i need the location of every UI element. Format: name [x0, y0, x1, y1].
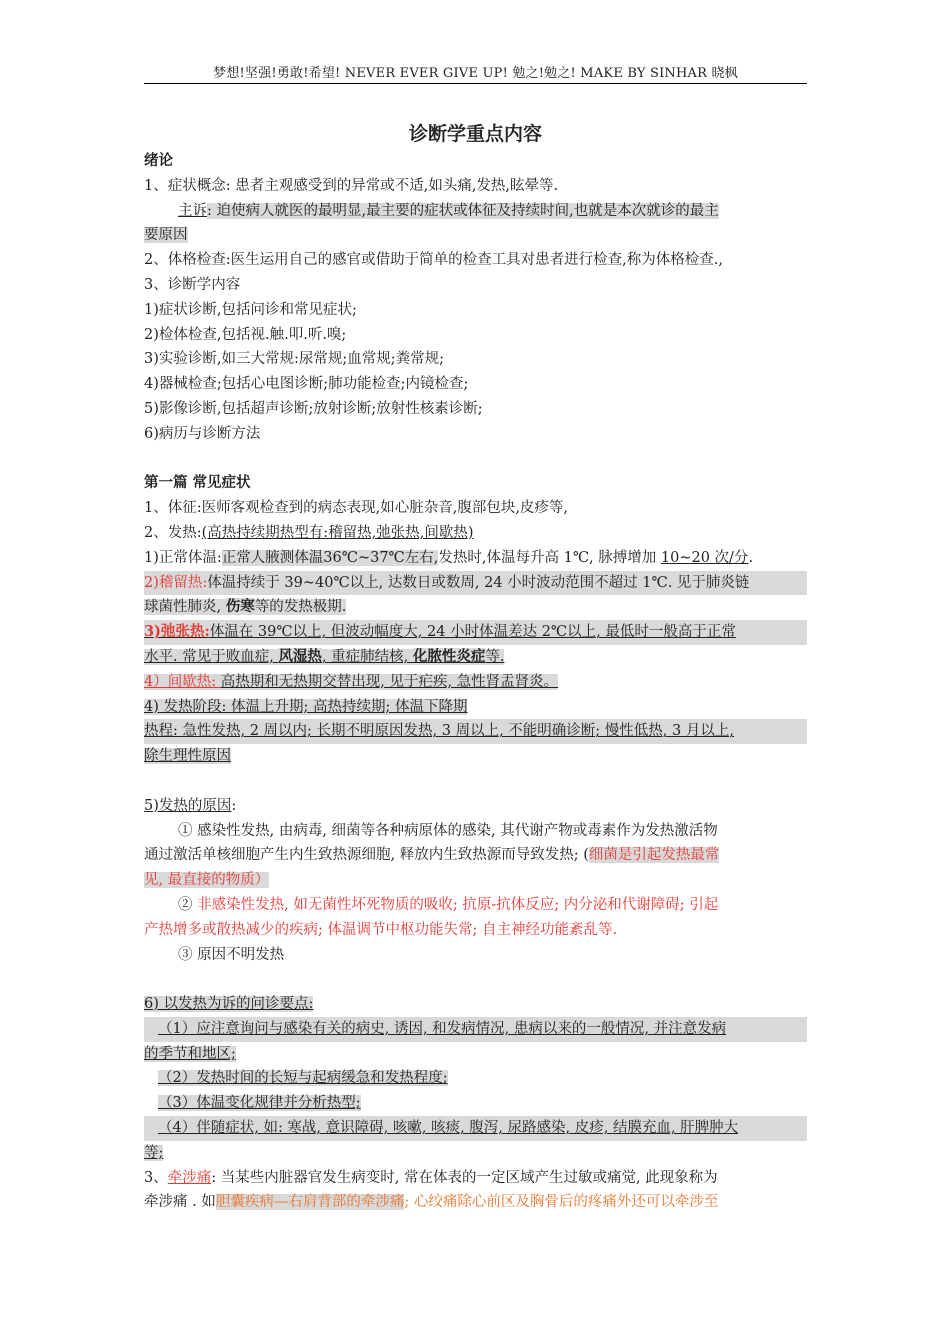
underlined-text: 5)发热的原因 [144, 797, 232, 814]
paragraph: 产热增多或散热减少的疾病; 体温调节中枢功能失常; 自主神经功能紊乱等. [144, 921, 618, 938]
text: : 当某些内脏器官发生病变时, 常在体表的一定区域产生过敏或痛觉, 此现象称为 [211, 1169, 718, 1186]
paragraph: 1、体征:医师客观检查到的病态表现,如心脏杂音,腹部包块,皮疹等, [144, 500, 569, 517]
highlighted-text: 等的发热极期. [254, 599, 347, 616]
text: . [748, 549, 754, 566]
highlighted-text: 水平. 常见于败血症, [144, 648, 279, 665]
text: 3、 [144, 1169, 168, 1186]
highlighted-orange-text: 胆囊疾病—右肩背部的牵涉痛 [215, 1194, 405, 1211]
highlighted-text: （2）发热时间的长短与起病缓急和发热程度; [158, 1070, 448, 1087]
list-item: （1）应注意询问与感染有关的病史, 诱因, 和发病情况, 患病以来的一般情况, 并注意发病 [144, 1017, 807, 1042]
paragraph [144, 223, 807, 248]
highlighted-text: 除生理性原因 [144, 748, 231, 765]
text: 体温持续于 39~40℃以上, 达数日或数周, 24 小时波动范围不超过 1℃. 见于肺炎链 [207, 574, 750, 591]
term-jiliu: 2)稽留热: [144, 574, 208, 591]
paragraph [144, 695, 807, 720]
highlighted-text: （3）体温变化规律并分析热型; [158, 1095, 361, 1112]
document-page [144, 62, 807, 1215]
subheading-cause [144, 794, 807, 819]
paragraph-qianshetong [144, 1166, 807, 1191]
term-chizhang: 3)弛张热: [144, 623, 210, 641]
paragraph: 1、症状概念: 患者主观感受到的异常或不适,如头痛,发热,眩晕等. [144, 177, 559, 194]
list-item [144, 1042, 807, 1067]
paragraph: 热程: 急性发热, 2 周以内; 长期不明原因发热, 3 周以上, 不能明确诊断; 慢性低热, 3 月以上, [144, 719, 807, 744]
paragraph [144, 843, 807, 868]
section-heading-intro: 绪论 [144, 152, 173, 169]
spacer [144, 447, 807, 472]
text: 体温在 39℃以上, 但波动幅度大, 24 小时体温差达 2℃以上, 最低时一般高于正常 [209, 624, 736, 641]
paragraph [144, 744, 807, 769]
highlighted-text: , 重症肺结核, [321, 648, 413, 665]
orange-text: ; 心绞痛除心前区及胸骨后的疼痛外还可以牵涉至 [404, 1194, 719, 1211]
paragraph [144, 893, 807, 918]
underlined-text: (高热持续期热型有:稽留热,弛张热,间歇热) [201, 524, 474, 541]
paragraph [144, 546, 807, 571]
underlined-text: 10~20 次/分 [660, 549, 749, 566]
highlighted-red-text: 细菌是引起发热最常 [588, 847, 720, 864]
paragraph: 2、体格检查:医生运用自己的感官或借助于简单的检查工具对患者进行检查,称为体格检查., [144, 252, 723, 269]
highlighted-text: 正常人腋测体温36℃~37℃左右, [221, 549, 439, 566]
subheading-inquiry [144, 992, 807, 1017]
highlighted-text: 等; [144, 1144, 164, 1161]
text: : [231, 797, 237, 814]
paragraph-zhusu [144, 199, 807, 224]
section-heading-part1: 第一篇 常见症状 [144, 474, 251, 492]
term-zhusu: 主诉 [178, 202, 207, 219]
paragraph-chizhang [144, 620, 807, 645]
term-qianshetong: 牵涉痛 [167, 1169, 212, 1186]
text: 1)正常体温: [144, 549, 222, 566]
paragraph [144, 595, 807, 620]
paragraph: ① 感染性发热, 由病毒, 细菌等各种病原体的感染, 其代谢产物或毒素作为发热激活物 [178, 822, 718, 839]
highlighted-text: 的季节和地区; [144, 1045, 236, 1062]
highlighted-text: 4) 发热阶段: 体温上升期; 高热持续期; 体温下降期 [144, 698, 468, 715]
text: 牵涉痛 . 如 [144, 1194, 216, 1211]
highlighted-bold-text: 伤寒 [225, 598, 255, 616]
spacer [144, 769, 807, 794]
list-item: 4)器械检查;包括心电图诊断;肺功能检查;内镜检查; [144, 376, 469, 393]
list-item: （4）伴随症状, 如: 寒战, 意识障碍, 咳嗽, 咳痰, 腹泻, 尿路感染, 皮疹, 结膜充血, 肝脾肿大 [144, 1116, 807, 1141]
highlighted-text: : 迫使病人就医的最明显,最主要的症状或体征及持续时间,也就是本次就诊的最主 [207, 202, 719, 219]
text: 通过激活单核细胞产生内生致热源细胞, 释放内生致热源而导致发热; ( [144, 847, 589, 864]
highlighted-bold-text: 化脓性炎症 [412, 647, 486, 665]
list-item: 1)症状诊断,包括问诊和常见症状; [144, 301, 357, 318]
document-title: 诊断学重点内容 [408, 123, 542, 145]
red-text: 非感染性发热, 如无菌性坏死物质的吸收; 抗原-抗体反应; 内分泌和代谢障碍; 引起 [197, 896, 719, 913]
term-jianxie: 4）间歇热: [144, 673, 221, 690]
highlighted-text: 要原因 [144, 227, 188, 244]
list-item: 6)病历与诊断方法 [144, 425, 261, 442]
page-header: 梦想!坚强!勇敢!希望! NEVER EVER GIVE UP! 勉之!勉之! MAKE BY SINHAR 晓枫 [144, 62, 807, 84]
list-item: 3)实验诊断,如三大常规:尿常规;血常规;粪常规; [144, 351, 445, 368]
highlighted-text: 高热期和无热期交替出现, 见于疟疾, 急性肾盂肾炎。 [220, 673, 559, 690]
highlighted-text: 球菌性肺炎, [144, 599, 226, 616]
spacer [144, 967, 807, 992]
paragraph-jianxie [144, 670, 807, 695]
list-item: 5)影像诊断,包括超声诊断;放射诊断;放射性核素诊断; [144, 400, 483, 417]
text: 2、发热: [144, 524, 202, 541]
paragraph [144, 521, 807, 546]
text: ② [178, 896, 198, 913]
highlighted-text: 6) 以发热为诉的问诊要点: [144, 996, 314, 1013]
highlighted-bold-text: 风湿热 [278, 647, 322, 665]
highlighted-text: 等. [485, 648, 505, 665]
text: 发热时,体温每升高 1℃, 脉搏增加 [438, 549, 661, 566]
paragraph [144, 645, 807, 670]
paragraph: ③ 原因不明发热 [178, 946, 285, 963]
paragraph [144, 868, 807, 893]
highlighted-red-text: 见, 最直接的物质） [144, 872, 270, 889]
list-item: 2)检体检查,包括视.触.叩.听.嗅; [144, 326, 347, 343]
list-item [144, 1066, 807, 1091]
list-item [144, 1091, 807, 1116]
paragraph-jiliu [144, 571, 807, 596]
list-item [144, 1141, 807, 1166]
paragraph: 3、诊断学内容 [144, 276, 241, 293]
paragraph [144, 1190, 807, 1215]
